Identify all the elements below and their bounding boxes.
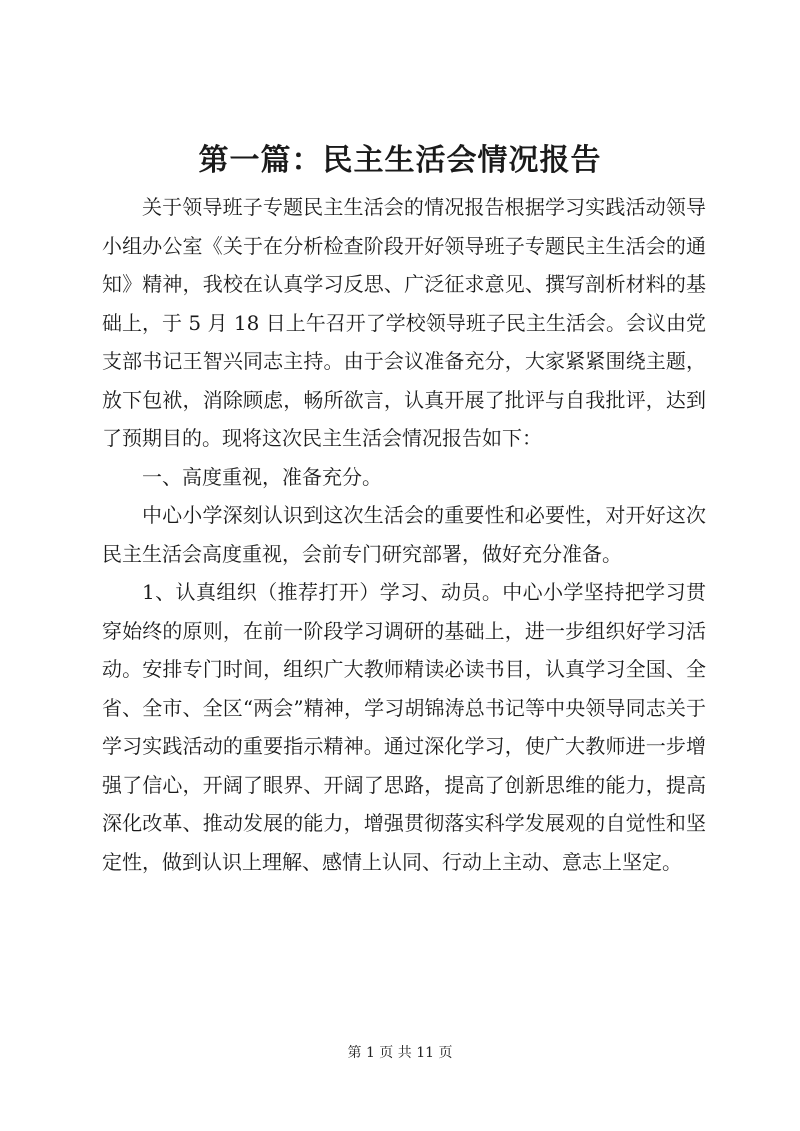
paragraph-study-mobilization: 1、认真组织（推荐打开）学习、动员。中心小学坚持把学习贯穿始终的原则，在前一阶段学习调研的基础上，进一步组织好学习活动。安排专门时间，组织广大教师精读必读书目，认真学习全国、全省、全市、全区“两会”精神，学习胡锦涛总书记等中央领导同志关于学习实践活动的重要指示精神。通过深化学习，使广大教师进一步增强了信心，开阔了眼界、开阔了思路，提高了创新思维的能力，提高深化改革、推动发展的能力，增强贯彻落实科学发展观的自觉性和坚定性，做到认识上理解、感情上认同、行动上主动、意志上坚定。 — [102, 580, 706, 874]
page-number-footer: 第 1 页 共 11 页 — [347, 1045, 453, 1061]
paragraph-importance: 中心小学深刻认识到这次生活会的重要性和必要性，对开好这次民主生活会高度重视，会前专门研究部署，做好充分准备。 — [102, 503, 706, 566]
document-body — [102, 188, 706, 881]
paragraph-section-heading: 一、高度重视，准备充分。 — [142, 464, 382, 489]
paragraph-intro: 关于领导班子专题民主生活会的情况报告根据学习实践活动领导小组办公室《关于在分析检查阶段开好领导班子专题民主生活会的通知》精神，我校在认真学习反思、广泛征求意见、撰写剖析材料的基础上，于 5 月 18 日上午召开了学校领导班子民主生活会。会议由党支部书记王智兴同志主持。由于会议准备充分，大家紧紧围绕主题，放下包袱，消除顾虑，畅所欲言，认真开展了批评与自我批评，达到了预期目的。现将这次民主生活会情况报告如下： — [102, 195, 706, 450]
document-title: 第一篇：民主生活会情况报告 — [198, 143, 602, 178]
